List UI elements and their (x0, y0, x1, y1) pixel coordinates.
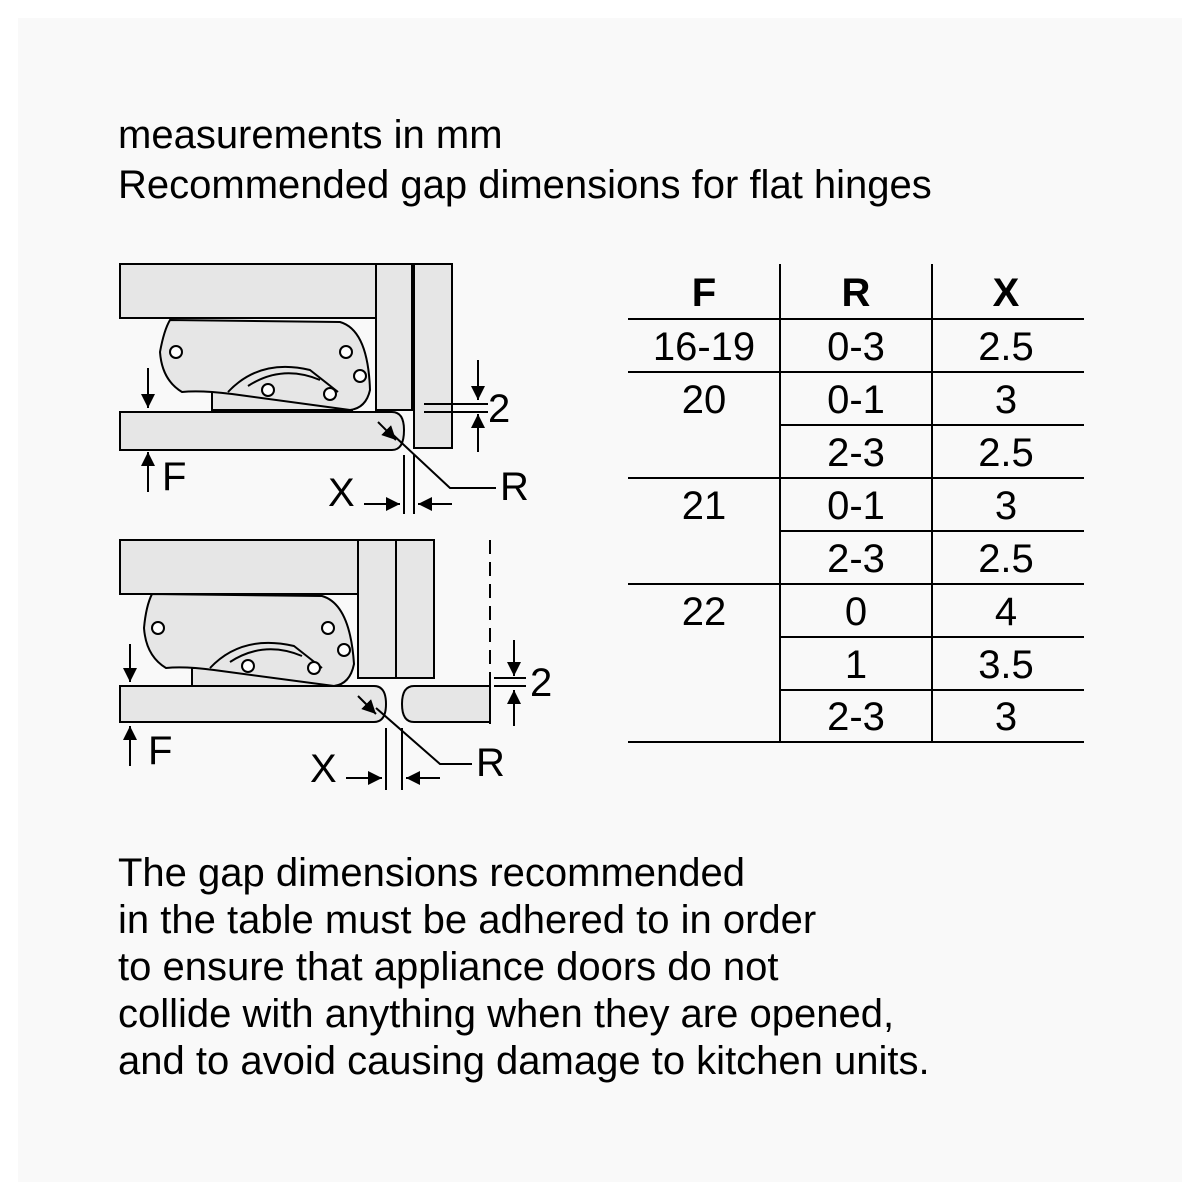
table-cell-r: 2-3 (827, 431, 885, 475)
table-cell-f: 21 (681, 484, 727, 528)
page-title: Recommended gap dimensions for flat hinges (118, 163, 932, 207)
note-line: in the table must be adhered to in order (118, 898, 817, 942)
bottom-door-panel (396, 540, 434, 678)
bottom-x-label: X (310, 747, 337, 791)
table-cell-r: 0 (844, 590, 868, 634)
table-cell-x: 3 (994, 378, 1018, 422)
top-door-panel (414, 264, 452, 448)
top-gap-label: 2 (488, 387, 511, 431)
top-hinge-pin-4 (324, 388, 336, 400)
bottom-cabinet-top (120, 540, 360, 594)
top-hinge-pin-3 (262, 384, 274, 396)
table-cell-x: 2.5 (978, 431, 1034, 475)
table-cell-r: 0-1 (827, 484, 885, 528)
table-cell-r: 2-3 (827, 695, 885, 739)
top-cabinet-top (120, 264, 378, 318)
top-hinge-diagram (120, 264, 452, 450)
bottom-hinge-pin-5 (338, 644, 350, 656)
table-cell-x: 3 (994, 484, 1018, 528)
table-cell-r: 2-3 (827, 537, 885, 581)
table-cell-x: 4 (994, 590, 1018, 634)
table-cell-x: 3.5 (978, 643, 1034, 687)
table-header-r: R (841, 271, 871, 315)
top-hinge-pin-5 (354, 370, 366, 382)
bottom-cabinet-side (358, 540, 396, 678)
table-cell-x: 3 (994, 695, 1018, 739)
top-x-label: X (328, 471, 355, 515)
table-cell-r: 1 (844, 643, 868, 687)
table-header-row (692, 271, 1020, 315)
units-note: measurements in mm (118, 113, 503, 157)
top-hinge-body (160, 320, 370, 410)
note-line: The gap dimensions recommended (118, 851, 746, 895)
bottom-hinge-pin-4 (308, 662, 320, 674)
bottom-hinge-pin-2 (322, 622, 334, 634)
top-f-label: F (162, 455, 187, 499)
table-cell-f: 22 (681, 590, 727, 634)
bottom-gap-label: 2 (530, 661, 553, 705)
table-header-x: X (992, 271, 1020, 315)
bottom-hinge-pin-3 (242, 660, 254, 672)
table-cell-f: 20 (681, 378, 727, 422)
table-cell-x: 2.5 (978, 325, 1034, 369)
top-r-label: R (500, 465, 529, 509)
top-hinge-pin-2 (340, 346, 352, 358)
note-line: collide with anything when they are opened, (118, 992, 895, 1036)
table-cell-r: 0-3 (827, 325, 885, 369)
top-hinge-pin-1 (170, 346, 182, 358)
note-line: to ensure that appliance doors do not (118, 945, 779, 989)
bottom-f-label: F (148, 729, 173, 773)
table-cell-r: 0-1 (827, 378, 885, 422)
table-cell-x: 2.5 (978, 537, 1034, 581)
table-cell-f: 16-19 (652, 325, 756, 369)
bottom-appliance-door (120, 686, 386, 722)
bottom-hinge-diagram (120, 540, 490, 722)
bottom-adjacent-panel (402, 686, 490, 722)
note-line: and to avoid causing damage to kitchen units. (118, 1039, 930, 1083)
bottom-hinge-pin-1 (152, 622, 164, 634)
top-appliance-door (120, 412, 404, 450)
table-header-f: F (691, 271, 717, 315)
instruction-note (118, 850, 1118, 1085)
top-cabinet-side (376, 264, 412, 410)
bottom-r-label: R (476, 741, 505, 785)
